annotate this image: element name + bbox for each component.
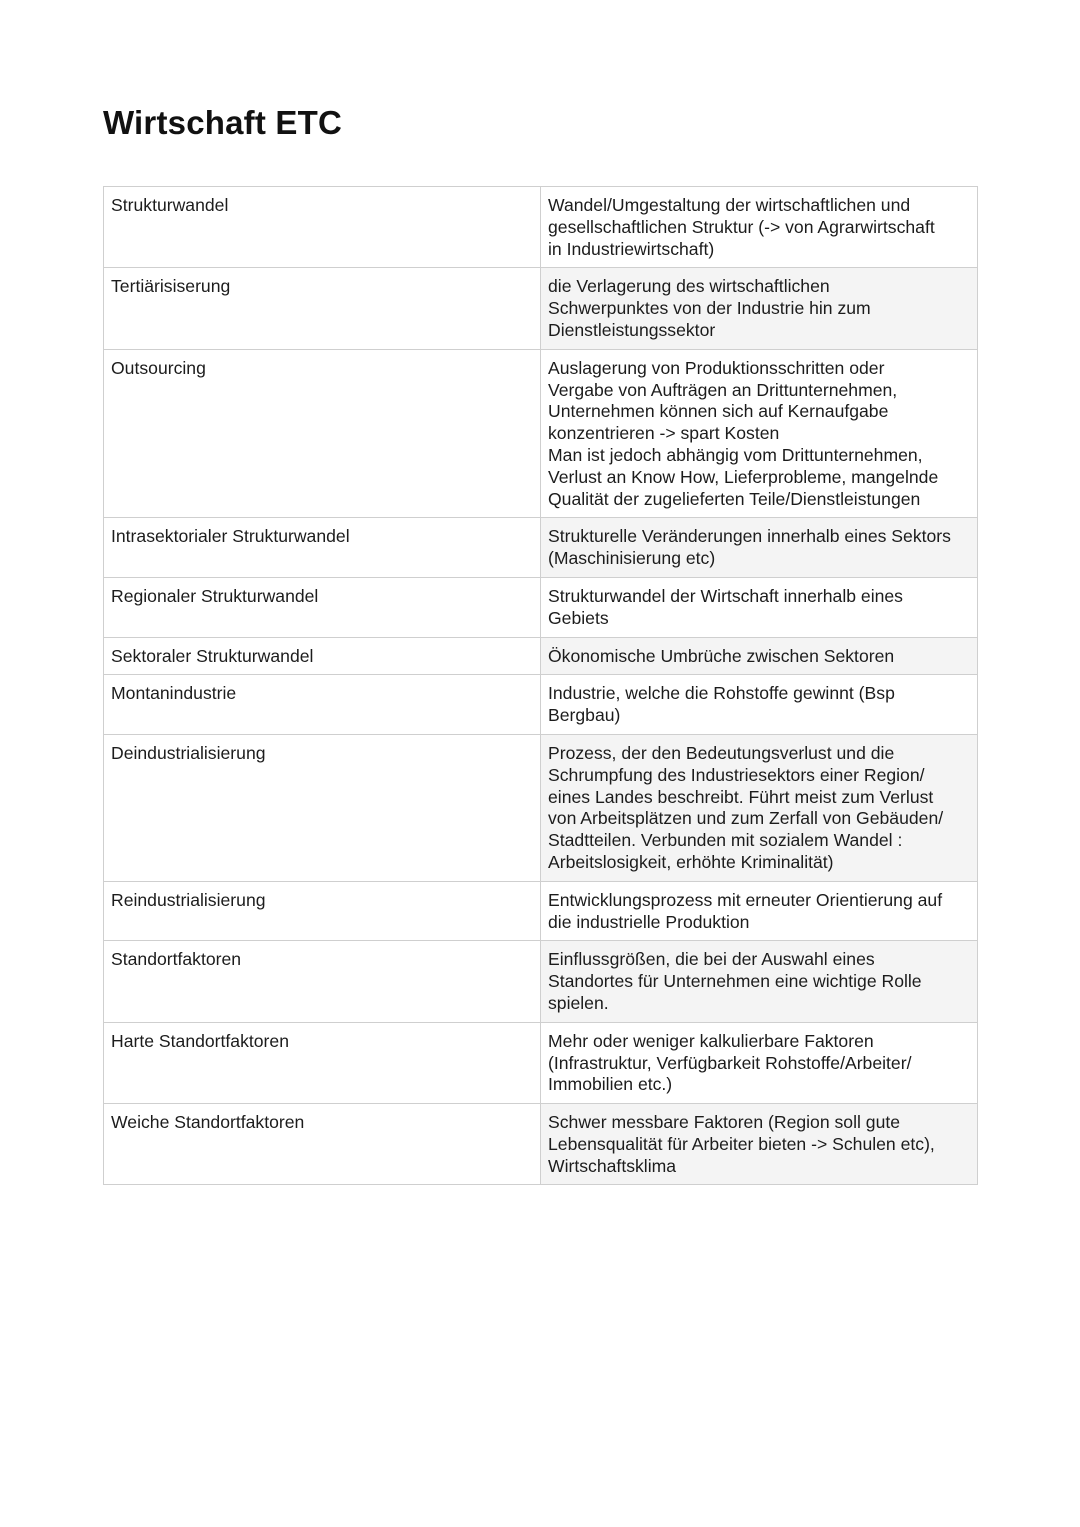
definition-text: Entwicklungsprozess mit erneuter Orientierung auf die industrielle Produktion — [548, 889, 943, 932]
definition-cell — [541, 637, 978, 675]
term-cell: Harte Standortfaktoren — [104, 1022, 541, 1103]
definition-cell — [541, 268, 978, 349]
term-cell: Intrasektorialer Strukturwandel — [104, 518, 541, 578]
term-cell: Deindustrialisierung — [104, 734, 541, 881]
table-row — [104, 675, 978, 735]
term-cell: Weiche Standortfaktoren — [104, 1104, 541, 1185]
term-cell: Strukturwandel — [104, 187, 541, 268]
definition-text: Ökonomische Umbrüche zwischen Sektoren — [548, 645, 895, 666]
table-row — [104, 941, 978, 1022]
glossary-table — [103, 186, 978, 1185]
term-cell: Reindustrialisierung — [104, 881, 541, 941]
definition-text: Schwer messbare Faktoren (Region soll gute Lebensqualität für Arbeiter bieten -> Schulen etc), Wirtschaftsklima — [548, 1112, 935, 1176]
definition-text: die Verlagerung des wirtschaftlichen Schwerpunktes von der Industrie hin zum Dienstleistungssektor — [548, 276, 871, 340]
definition-text: Prozess, der den Bedeutungsverlust und die Schrumpfung des Industriesektors einer Region/ eines Landes beschreibt. Führt meist zum Verlust von Arbeitsplätzen und zum Zerfall von Gebäuden/ Stadtteilen. Verbunden mit sozialem Wandel : Arbeitslosigkeit, erhöhte Kriminalität) — [548, 742, 944, 872]
table-row — [104, 518, 978, 578]
definition-cell — [541, 1104, 978, 1185]
table-row — [104, 734, 978, 881]
definition-cell — [541, 187, 978, 268]
definition-text: Wandel/Umgestaltung der wirtschaftlichen und gesellschaftlichen Struktur (-> von Agrarwirtschaft in Industriewirtschaft) — [548, 195, 935, 259]
definition-cell — [541, 734, 978, 881]
definition-text: Industrie, welche die Rohstoffe gewinnt (Bsp Bergbau) — [548, 683, 895, 726]
definition-text: Mehr oder weniger kalkulierbare Faktoren (Infrastruktur, Verfügbarkeit Rohstoffe/Arbeiter/ Immobilien etc.) — [548, 1030, 912, 1095]
definition-text: Auslagerung von Produktionsschritten oder Vergabe von Aufträgen an Drittunternehmen, Unternehmen können sich auf Kernaufgabe konzentrieren -> spart Kosten Man ist jedoch abhängig vom Drittunternehmen, Verlust an Know How, Lieferprobleme, mangelnde Qualität der zugelieferten Teile/Dienstleistungen — [548, 357, 939, 509]
table-row — [104, 881, 978, 941]
term-cell: Montanindustrie — [104, 675, 541, 735]
definition-cell — [541, 349, 978, 518]
table-row — [104, 1104, 978, 1185]
glossary-table-body — [104, 187, 978, 1185]
definition-cell — [541, 518, 978, 578]
table-row — [104, 1022, 978, 1103]
table-row — [104, 268, 978, 349]
definition-cell — [541, 881, 978, 941]
table-row — [104, 577, 978, 637]
definition-cell — [541, 675, 978, 735]
term-cell: Outsourcing — [104, 349, 541, 518]
table-row — [104, 349, 978, 518]
page-title: Wirtschaft ETC — [103, 104, 343, 141]
term-cell: Regionaler Strukturwandel — [104, 577, 541, 637]
definition-cell — [541, 577, 978, 637]
definition-text: Einflussgrößen, die bei der Auswahl eines Standortes für Unternehmen eine wichtige Rolle spielen. — [548, 949, 922, 1013]
definition-cell — [541, 1022, 978, 1103]
term-cell: Standortfaktoren — [104, 941, 541, 1022]
term-cell: Tertiärisiserung — [104, 268, 541, 349]
term-cell: Sektoraler Strukturwandel — [104, 637, 541, 675]
table-row — [104, 187, 978, 268]
definition-cell — [541, 941, 978, 1022]
table-row — [104, 637, 978, 675]
definition-text: Strukturelle Veränderungen innerhalb eines Sektors (Maschinisierung etc) — [548, 526, 951, 569]
definition-text: Strukturwandel der Wirtschaft innerhalb eines Gebiets — [548, 585, 903, 628]
